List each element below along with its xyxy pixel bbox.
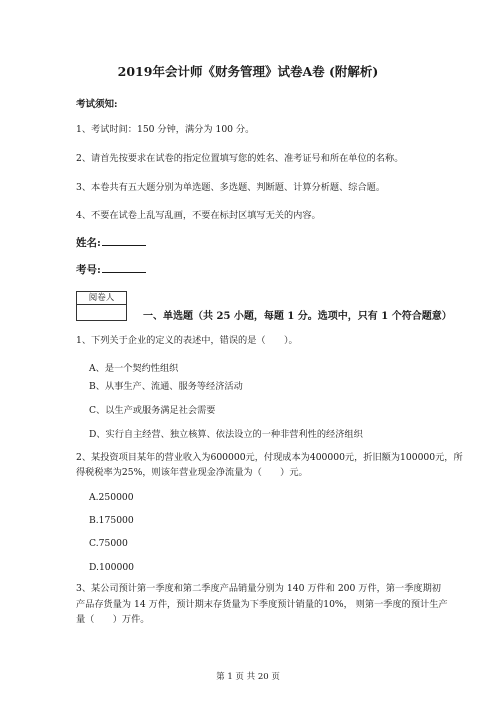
question-2-option-d: D.100000 <box>89 562 135 573</box>
page-footer: 第 1 页 共 20 页 <box>216 672 280 682</box>
name-field[interactable] <box>76 235 146 250</box>
question-1-option-d: D、实行自主经营、独立核算、依法设立的一种非营利性的经济组织 <box>89 429 363 440</box>
question-3-stem-line-1: 3、某公司预计第一季度和第二季度产品销量分别为 140 万件和 200 万件，第一季度期初 <box>76 583 441 594</box>
grader-box <box>76 291 127 321</box>
question-3-stem-line-2: 产品存货量为 14 万件，预计期末存货量为下季度预计销量的10%， 则第一季度的预计生产 <box>76 599 448 610</box>
notice-item-2: 2、请首先按要求在试卷的指定位置填写您的姓名、准考证号和所在单位的名称。 <box>76 153 404 164</box>
notice-item-3: 3、本卷共有五大题分别为单选题、多选题、判断题、计算分析题、综合题。 <box>76 182 386 193</box>
grader-label: 阅卷人 <box>77 292 126 305</box>
question-1-option-c: C、以生产或服务满足社会需要 <box>89 405 216 416</box>
question-1-option-b: B、从事生产、流通、服务等经济活动 <box>89 381 243 392</box>
notice-heading: 考试须知: <box>76 99 118 110</box>
question-2-option-c: C.75000 <box>89 538 128 549</box>
notice-item-4: 4、不要在试卷上乱写乱画，不要在标封区填写无关的内容。 <box>76 210 321 221</box>
question-2-stem-line-2: 得税税率为25%，则该年营业现金净流量为（ ）元。 <box>76 467 308 478</box>
document-title: 2019年会计师《财务管理》试卷A卷 (附解析) <box>117 64 379 79</box>
section-heading: 一、单选题（共 25 小题，每题 1 分。选项中，只有 1 个符合题意） <box>143 311 452 322</box>
question-2-stem-line-1: 2、某投资项目某年的营业收入为600000元，付现成本为400000元，折旧额为100000元，所 <box>76 452 463 463</box>
exam-id-underline[interactable] <box>102 263 146 273</box>
exam-id-field[interactable] <box>76 262 146 277</box>
question-1-option-a: A、是一个契约性组织 <box>89 363 179 374</box>
question-3-stem-line-3: 量（ ）万件。 <box>76 614 150 625</box>
question-2-option-a: A.250000 <box>89 492 134 503</box>
exam-id-label: 考号: <box>76 264 101 276</box>
question-1-stem: 1、下列关于企业的定义的表述中，错误的是（ ）。 <box>76 335 298 346</box>
name-label: 姓名: <box>76 237 101 249</box>
question-2-option-b: B.175000 <box>89 515 134 526</box>
name-underline[interactable] <box>102 236 146 246</box>
notice-item-1: 1、考试时间：150 分钟，满分为 100 分。 <box>76 124 255 135</box>
